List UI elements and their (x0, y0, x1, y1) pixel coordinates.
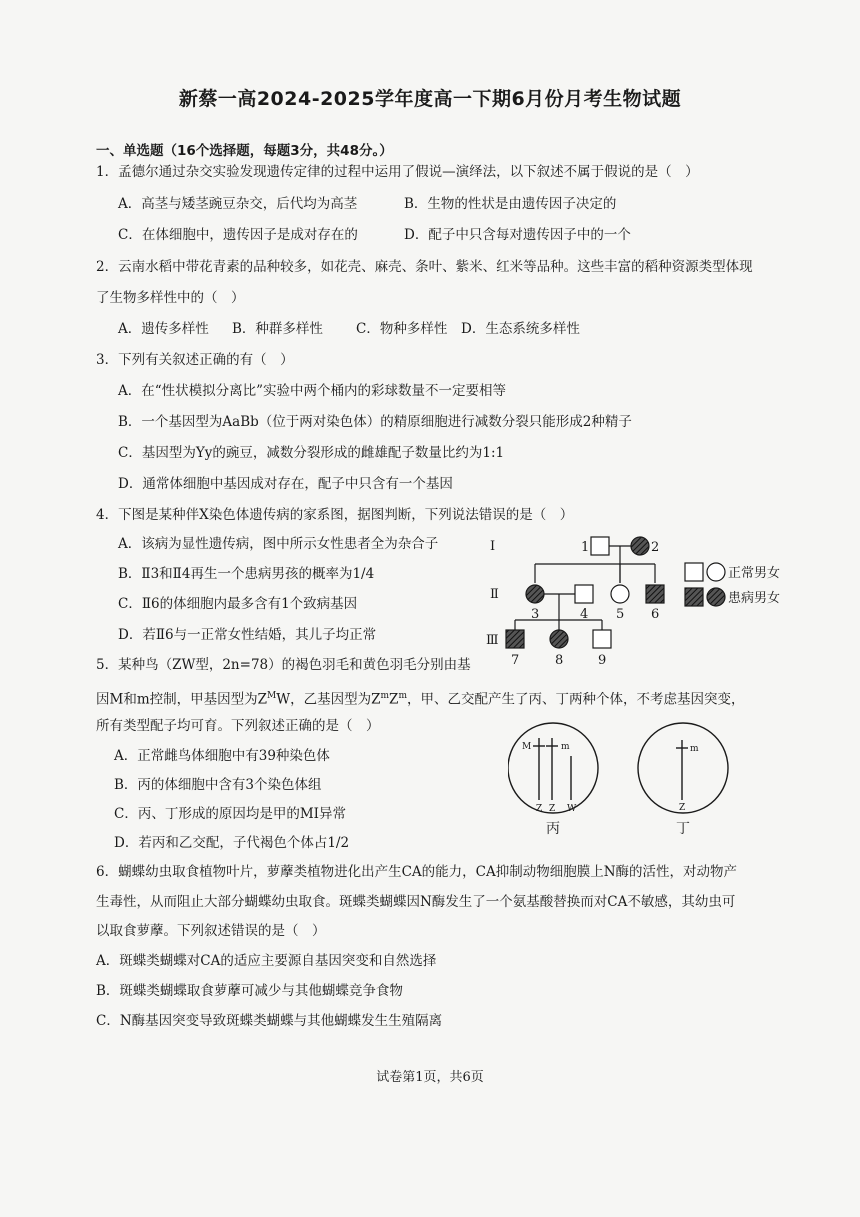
cell-bing-outline (508, 723, 598, 813)
q2-stem-line1: 2．云南水稻中带花青素的品种较多，如花壳、麻壳、条叶、紫米、红米等品种。这些丰富的稻种资源类型体现 (96, 259, 753, 275)
cell-ding-outline (638, 723, 728, 813)
q3-stem: 3．下列有关叙述正确的有（ ） (96, 352, 294, 368)
genotype-sup-m: m (398, 691, 407, 701)
individual-5-normal-female (611, 585, 629, 603)
q5-option-b: B．丙的体细胞中含有3个染色体组 (114, 777, 322, 793)
individual-9-normal-male (593, 630, 611, 648)
q5-stem-part: Z (389, 691, 399, 708)
page-footer: 试卷第1页，共6页 (376, 1070, 484, 1085)
q2-option-c: C．物种多样性 (356, 321, 448, 337)
q6-option-a: A．斑蝶类蝴蝶对CA的适应主要源自基因突变和自然选择 (96, 953, 437, 969)
q5-option-c: C．丙、丁形成的原因均是甲的MI异常 (114, 806, 346, 822)
cell-bing-label-m: m (561, 742, 570, 752)
legend-affected-male-icon (685, 588, 703, 606)
cell-ding-name: 丁 (676, 821, 690, 837)
cell-bing-label-Z2: Z (549, 804, 556, 814)
individual-number-3: 3 (531, 607, 540, 622)
q5-option-d: D．若丙和乙交配，子代褐色个体占1/2 (114, 835, 350, 851)
q1-option-a: A．高茎与矮茎豌豆杂交，后代均为高茎 (118, 196, 358, 212)
q2-stem-line2: 了生物多样性中的（ ） (96, 290, 245, 306)
cell-bing-label-W: W (567, 804, 577, 814)
legend-normal-male-icon (685, 563, 703, 581)
q3-option-d: D．通常体细胞中基因成对存在，配子中只含有一个基因 (118, 476, 453, 492)
q5-stem-part: 因M和m控制，甲基因型为Z (96, 691, 268, 708)
individual-6-affected-male (646, 585, 664, 603)
individual-3-affected-female (526, 585, 544, 603)
legend-affected-female-icon (707, 588, 725, 606)
q6-stem-line1: 6．蝴蝶幼虫取食植物叶片，萝藦类植物进化出产生CA的能力，CA抑制动物细胞膜上N酶的活性，对动物产 (96, 864, 738, 880)
cell-ding-label-m: m (690, 744, 699, 754)
cell-bing-label-Z1: Z (536, 804, 543, 814)
q4-option-b: B．Ⅱ3和Ⅱ4再生一个患病男孩的概率为1/4 (118, 566, 375, 582)
q4-stem: 4．下图是某种伴X染色体遗传病的家系图，据图判断，下列说法错误的是（ ） (96, 507, 574, 523)
genotype-sup-M: M (267, 691, 277, 701)
generation-label-2: Ⅱ (490, 587, 499, 602)
q2-option-d: D．生态系统多样性 (461, 321, 580, 337)
cell-bing-name: 丙 (546, 821, 560, 837)
legend-normal-label: 正常男女 (728, 566, 781, 581)
cell-bing-label-M: M (522, 742, 532, 752)
q5-stem-line2 (96, 687, 744, 709)
exam-title: 新蔡一高2024-2025学年度高一下期6月份月考生物试题 (178, 88, 682, 110)
q5-stem-part: W，乙基因型为Z (276, 691, 381, 708)
cell-ding-label-Z: Z (679, 803, 686, 813)
individual-number-9: 9 (598, 653, 607, 668)
q3-option-a: A．在“性状模拟分离比”实验中两个桶内的彩球数量不一定要相等 (118, 383, 507, 399)
pedigree-symbols (506, 537, 725, 648)
q6-stem-line3: 以取食萝藦。下列叙述错误的是（ ） (96, 923, 326, 939)
q6-option-c: C．N酶基因突变导致斑蝶类蝴蝶与其他蝴蝶发生生殖隔离 (96, 1013, 443, 1029)
q1-option-d: D．配子中只含每对遗传因子中的一个 (404, 227, 631, 243)
legend-normal-female-icon (707, 563, 725, 581)
chromosome-cells-diagram (508, 718, 778, 840)
q2-option-b: B．种群多样性 (232, 321, 323, 337)
q5-stem-line1: 5．某种鸟（ZW型，2n=78）的褐色羽毛和黄色羽毛分别由基 (96, 657, 471, 673)
q3-option-b: B．一个基因型为AaBb（位于两对染色体）的精原细胞进行减数分裂只能形成2种精子 (118, 414, 632, 430)
q6-option-b: B．斑蝶类蝴蝶取食萝藦可减少与其他蝴蝶竞争食物 (96, 983, 403, 999)
legend-affected-label: 患病男女 (728, 591, 781, 606)
individual-1-normal-male (591, 537, 609, 555)
individual-8-affected-female (550, 630, 568, 648)
q5-option-a: A．正常雌鸟体细胞中有39种染色体 (114, 748, 330, 764)
individual-number-2: 2 (651, 540, 660, 555)
q4-option-d: D．若Ⅱ6与一正常女性结婚，其儿子均正常 (118, 627, 377, 643)
individual-number-5: 5 (616, 607, 625, 622)
individual-number-4: 4 (580, 607, 589, 622)
q6-stem-line2: 生毒性，从而阻止大部分蝴蝶幼虫取食。斑蝶类蝴蝶因N酶发生了一个氨基酸替换而对CA不敏感，其幼虫可 (96, 894, 736, 910)
q2-option-a: A．遗传多样性 (118, 321, 209, 337)
individual-number-8: 8 (555, 653, 564, 668)
section-heading: 一、单选题（16个选择题，每题3分，共48分。） (96, 143, 393, 159)
q1-stem: 1．孟德尔通过杂交实验发现遗传定律的过程中运用了假说—演绎法，以下叙述不属于假说的是（ ） (96, 164, 699, 180)
q5-stem-line3: 所有类型配子均可育。下列叙述正确的是（ ） (96, 718, 380, 734)
q5-stem-part: ，甲、乙交配产生了丙、丁两种个体，不考虑基因突变， (406, 691, 745, 708)
individual-number-6: 6 (651, 607, 660, 622)
q1-option-c: C．在体细胞中，遗传因子是成对存在的 (118, 227, 358, 243)
q4-option-c: C．Ⅱ6的体细胞内最多含有1个致病基因 (118, 596, 358, 612)
pedigree-chart (480, 528, 790, 678)
individual-number-1: 1 (581, 540, 590, 555)
individual-2-affected-female (631, 537, 649, 555)
q4-option-a: A．该病为显性遗传病，图中所示女性患者全为杂合子 (118, 536, 439, 552)
individual-number-7: 7 (511, 653, 520, 668)
genotype-sup-m: m (380, 691, 390, 701)
individual-4-normal-male (575, 585, 593, 603)
individual-7-affected-male (506, 630, 524, 648)
q3-option-c: C．基因型为Yy的豌豆，减数分裂形成的雌雄配子数量比约为1:1 (118, 445, 505, 461)
generation-label-3: Ⅲ (486, 633, 499, 648)
q1-option-b: B．生物的性状是由遗传因子决定的 (404, 196, 617, 212)
generation-label-1: Ⅰ (490, 539, 496, 554)
